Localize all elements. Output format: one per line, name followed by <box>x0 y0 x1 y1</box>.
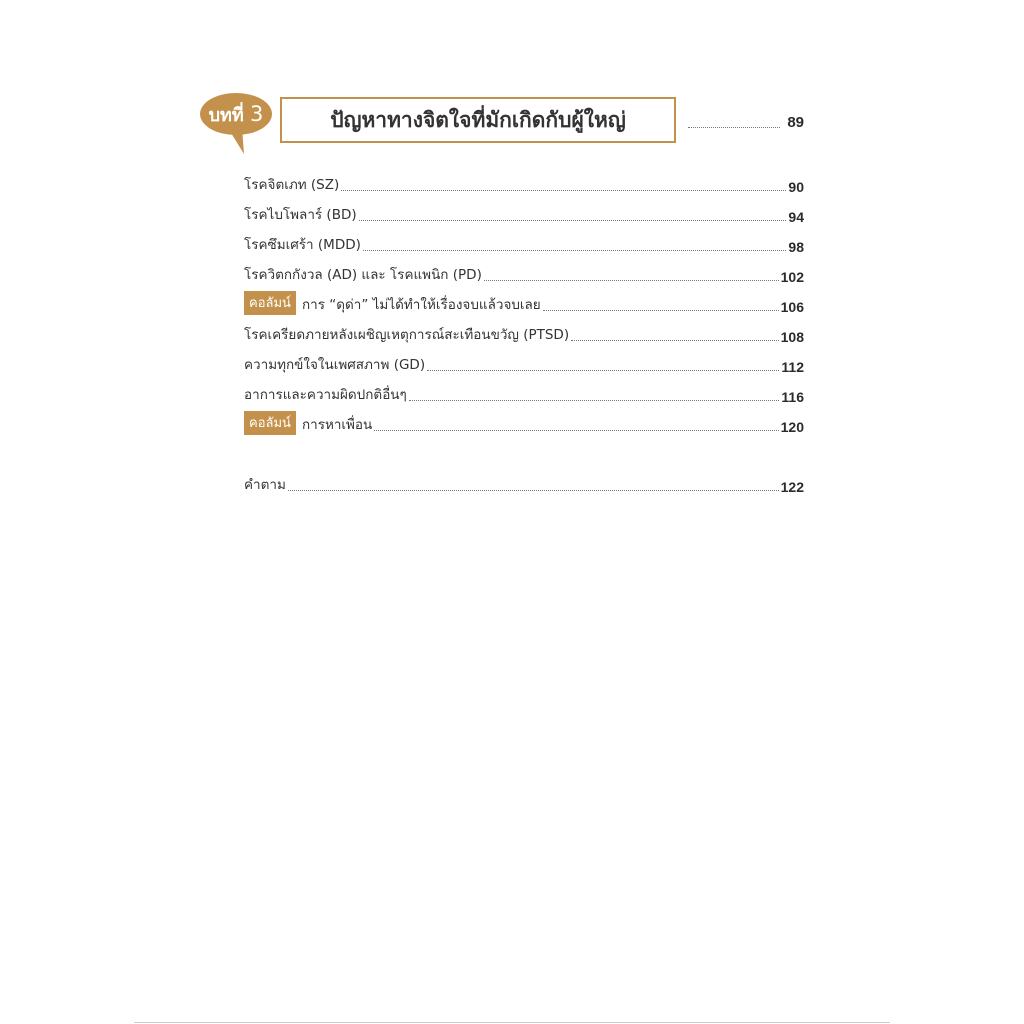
toc-entry-page: 90 <box>788 179 804 195</box>
toc-entry-title: โรควิตกกังวล (AD) และ โรคแพนิก (PD) <box>244 267 482 283</box>
toc-entry-page: 120 <box>780 419 804 435</box>
toc-entry <box>244 258 804 288</box>
toc-entry <box>244 198 804 228</box>
toc-entry-page: 102 <box>780 269 804 285</box>
toc-entry-title: การ “ดุด่า” ไม่ได้ทำให้เรื่องจบแล้วจบเลย <box>301 297 541 313</box>
toc-entry <box>244 228 804 258</box>
bottom-divider <box>134 1022 890 1023</box>
chapter-badge-number: 3 <box>250 102 264 126</box>
toc-entry-page: 94 <box>788 209 804 225</box>
toc-entry-page: 116 <box>781 389 804 405</box>
dot-leader <box>571 340 779 341</box>
dot-leader <box>363 250 787 251</box>
column-tag: คอลัมน์ <box>244 411 296 435</box>
dot-leader <box>359 220 787 221</box>
dot-leader <box>288 490 779 491</box>
chapter-badge-word: บทที่ <box>208 105 244 126</box>
toc-entry <box>244 168 804 198</box>
dot-leader <box>341 190 786 191</box>
chapter-badge <box>200 92 272 156</box>
table-of-contents <box>244 168 804 498</box>
toc-entry-title: โรคไบโพลาร์ (BD) <box>244 207 357 223</box>
column-tag: คอลัมน์ <box>244 291 296 315</box>
toc-entry-title: การหาเพื่อน <box>301 417 373 433</box>
chapter-badge-label <box>200 100 272 129</box>
toc-entry <box>244 468 804 498</box>
toc-entry <box>244 318 804 348</box>
toc-entry-page: 112 <box>781 359 804 375</box>
toc-entry-page: 98 <box>788 239 804 255</box>
toc-entry <box>244 408 804 438</box>
dot-leader <box>427 370 779 371</box>
toc-entry <box>244 378 804 408</box>
toc-entry-title: ความทุกข์ใจในเพศสภาพ (GD) <box>244 357 426 373</box>
toc-entry <box>244 348 804 378</box>
chapter-dot-leader <box>688 127 780 128</box>
toc-entry-page: 122 <box>780 479 804 495</box>
toc-entry-title: คำตาม <box>244 477 286 493</box>
toc-entry <box>244 288 804 318</box>
toc-entry-title: โรคจิตเภท (SZ) <box>244 177 340 193</box>
toc-entry-title: โรคเครียดภายหลังเผชิญเหตุการณ์สะเทือนขวัญ (PTSD) <box>244 327 570 343</box>
dot-leader <box>374 430 778 431</box>
chapter-title: ปัญหาทางจิตใจที่มักเกิดกับผู้ใหญ่ <box>280 97 676 143</box>
toc-entry-title: โรคซึมเศร้า (MDD) <box>244 237 361 253</box>
toc-entry-page: 108 <box>780 329 804 345</box>
toc-entry-page: 106 <box>780 299 804 315</box>
toc-entry-title: อาการและความผิดปกติอื่นๆ <box>244 387 407 403</box>
dot-leader <box>409 400 780 401</box>
chapter-page-number: 89 <box>787 114 804 131</box>
dot-leader <box>484 280 779 281</box>
dot-leader <box>543 310 779 311</box>
